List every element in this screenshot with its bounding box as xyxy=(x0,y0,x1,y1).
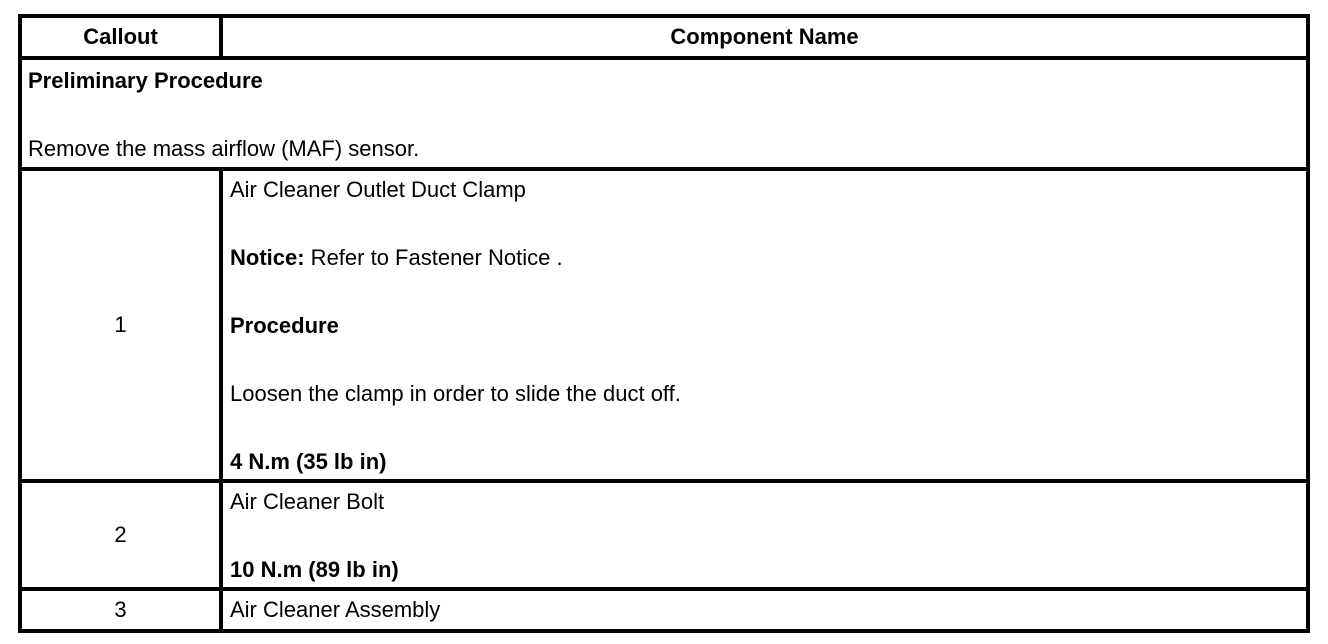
preliminary-title: Preliminary Procedure xyxy=(28,68,263,93)
callout-number: 3 xyxy=(20,589,221,631)
component-cell xyxy=(221,169,1308,481)
component-cell xyxy=(221,589,1308,631)
callout-number: 1 xyxy=(20,169,221,481)
preliminary-cell xyxy=(20,58,1308,169)
notice-line xyxy=(230,241,1299,275)
notice-text: Refer to Fastener Notice . xyxy=(304,245,563,270)
spacer xyxy=(230,207,1299,241)
spacer xyxy=(230,343,1299,377)
component-name-header: Component Name xyxy=(221,16,1308,58)
preliminary-text: Remove the mass airflow (MAF) sensor. xyxy=(28,136,420,161)
table-row xyxy=(20,589,1308,631)
component-name: Air Cleaner Bolt xyxy=(230,489,385,514)
spacer xyxy=(230,275,1299,309)
component-name: Air Cleaner Assembly xyxy=(230,597,441,622)
callout-header: Callout xyxy=(20,16,221,58)
notice-label: Notice: xyxy=(230,245,305,270)
component-table xyxy=(18,14,1310,633)
procedure-text: Loosen the clamp in order to slide the duct off. xyxy=(230,381,681,406)
spacer xyxy=(28,98,1300,132)
spacer xyxy=(230,411,1299,445)
preliminary-row xyxy=(20,58,1308,169)
procedure-label: Procedure xyxy=(230,313,339,338)
header-row xyxy=(20,16,1308,58)
component-cell xyxy=(221,481,1308,589)
table-row xyxy=(20,481,1308,589)
torque-spec: 10 N.m (89 lb in) xyxy=(230,557,399,582)
table-row xyxy=(20,169,1308,481)
component-name: Air Cleaner Outlet Duct Clamp xyxy=(230,177,526,202)
callout-number: 2 xyxy=(20,481,221,589)
spacer xyxy=(230,519,1299,553)
torque-spec: 4 N.m (35 lb in) xyxy=(230,449,387,474)
